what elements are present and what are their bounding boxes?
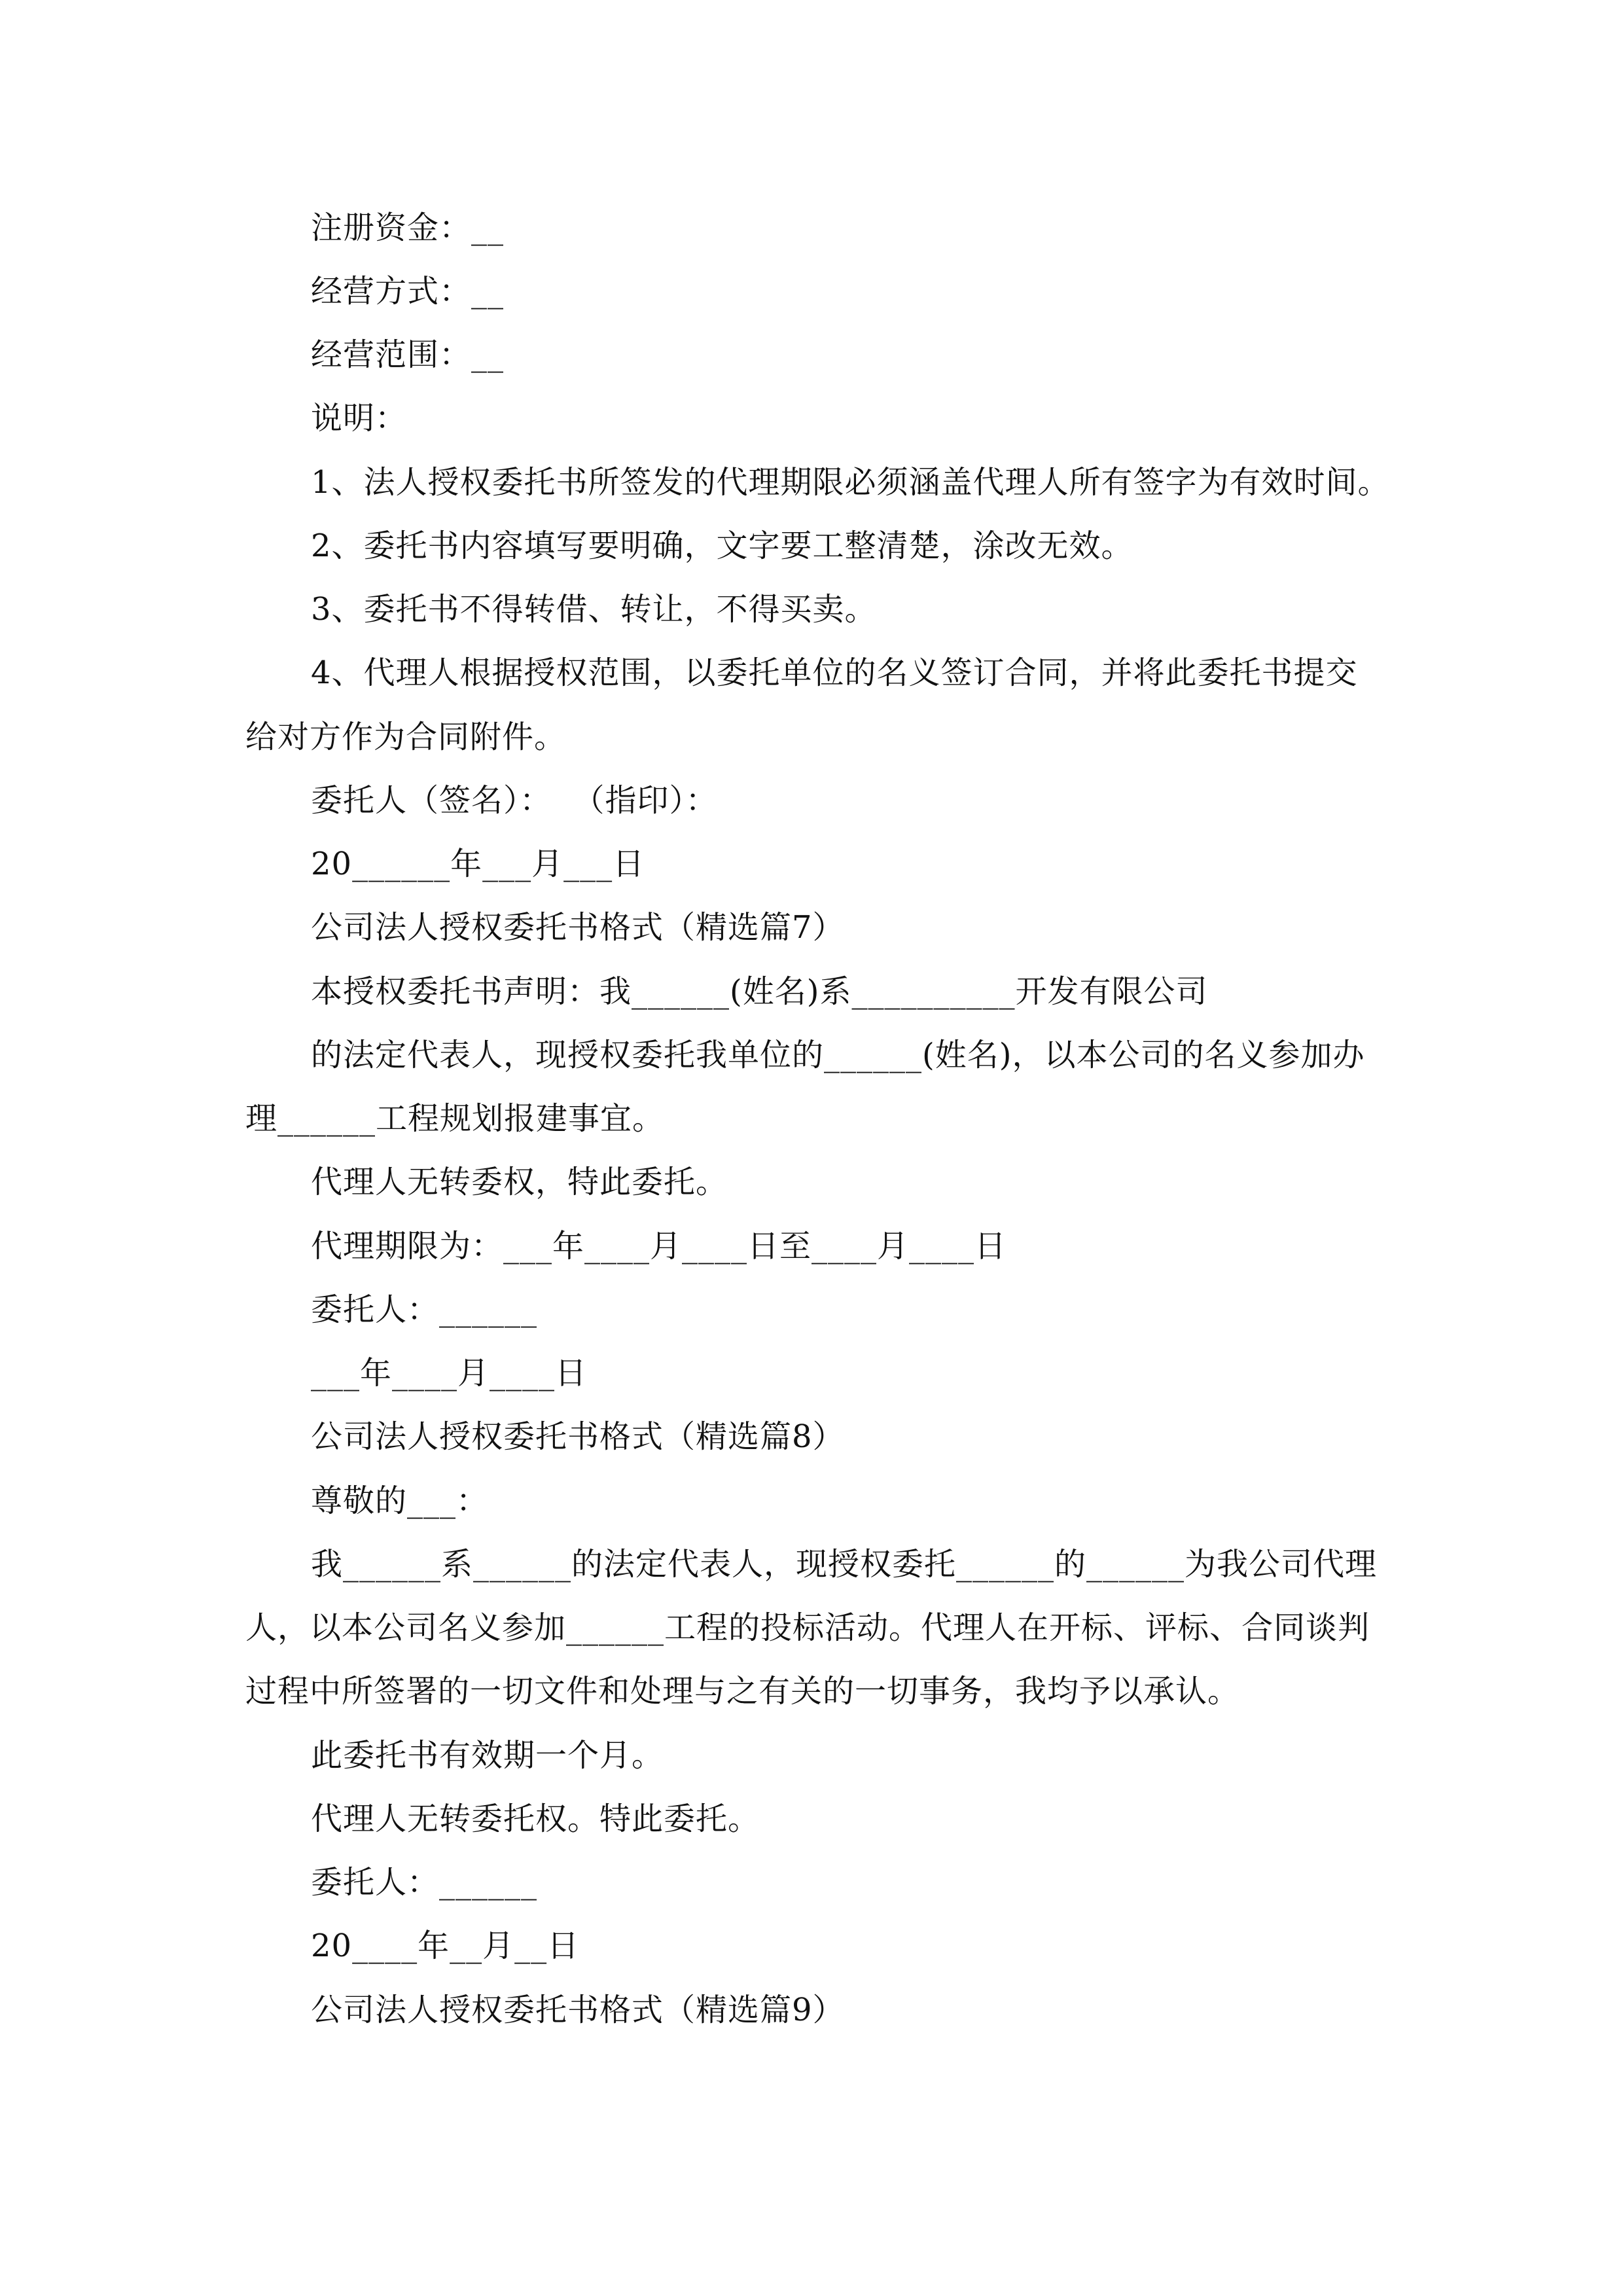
note-item-1: 1、法人授权委托书所签发的代理期限必须涵盖代理人所有签字为有效时间。 <box>311 464 1390 501</box>
declaration-paragraph-line-3: 理______工程规划报建事宜。 <box>245 1100 665 1137</box>
section-heading-7: 公司法人授权委托书格式（精选篇7） <box>311 909 845 946</box>
date-line-8: 20____年__月__日 <box>311 1928 580 1964</box>
principal-line-7: 委托人：______ <box>311 1291 538 1328</box>
date-line: 20______年___月___日 <box>311 846 645 882</box>
section-heading-8: 公司法人授权委托书格式（精选篇8） <box>311 1418 845 1455</box>
business-mode-line: 经营方式：__ <box>311 273 505 310</box>
validity-line: 此委托书有效期一个月。 <box>311 1737 664 1774</box>
date-line-7: ___年____月____日 <box>311 1355 588 1391</box>
note-item-2: 2、委托书内容填写要明确，文字要工整清楚，涂改无效。 <box>311 528 1133 564</box>
principal-signature-line: 委托人（签名）： （指印）： <box>311 782 718 819</box>
authorization-paragraph-start: 我______系______的法定代表人，现授权委托______的______为我公司代理 <box>311 1546 1378 1583</box>
no-sub-delegation-line: 代理人无转委权，特此委托。 <box>311 1164 728 1200</box>
principal-line-8: 委托人：______ <box>311 1864 538 1901</box>
section-heading-9: 公司法人授权委托书格式（精选篇9） <box>311 1992 845 2028</box>
authorization-paragraph-line-2: 人，以本公司名义参加______工程的投标活动。代理人在开标、评标、合同谈判 <box>245 1609 1370 1646</box>
agency-period-line: 代理期限为：___年____月____日至____月____日 <box>311 1228 1007 1265</box>
declaration-paragraph-line-2: 的法定代表人，现授权委托我单位的______(姓名)，以本公司的名义参加办 <box>311 1037 1365 1073</box>
registered-capital-line: 注册资金：__ <box>311 209 505 246</box>
authorization-paragraph-line-3: 过程中所签署的一切文件和处理与之有关的一切事务，我均予以承认。 <box>245 1673 1240 1710</box>
note-item-4-continued: 给对方作为合同附件。 <box>245 719 567 755</box>
no-sub-delegation-line-8: 代理人无转委托权。特此委托。 <box>311 1801 760 1837</box>
salutation-line: 尊敬的___： <box>311 1482 489 1519</box>
note-item-3: 3、委托书不得转借、转让，不得买卖。 <box>311 591 877 628</box>
business-scope-line: 经营范围：__ <box>311 336 505 373</box>
notes-heading: 说明： <box>311 400 408 437</box>
note-item-4: 4、代理人根据授权范围，以委托单位的名义签订合同，并将此委托书提交 <box>311 655 1358 691</box>
declaration-paragraph-start: 本授权委托书声明：我______(姓名)系__________开发有限公司 <box>311 973 1208 1010</box>
